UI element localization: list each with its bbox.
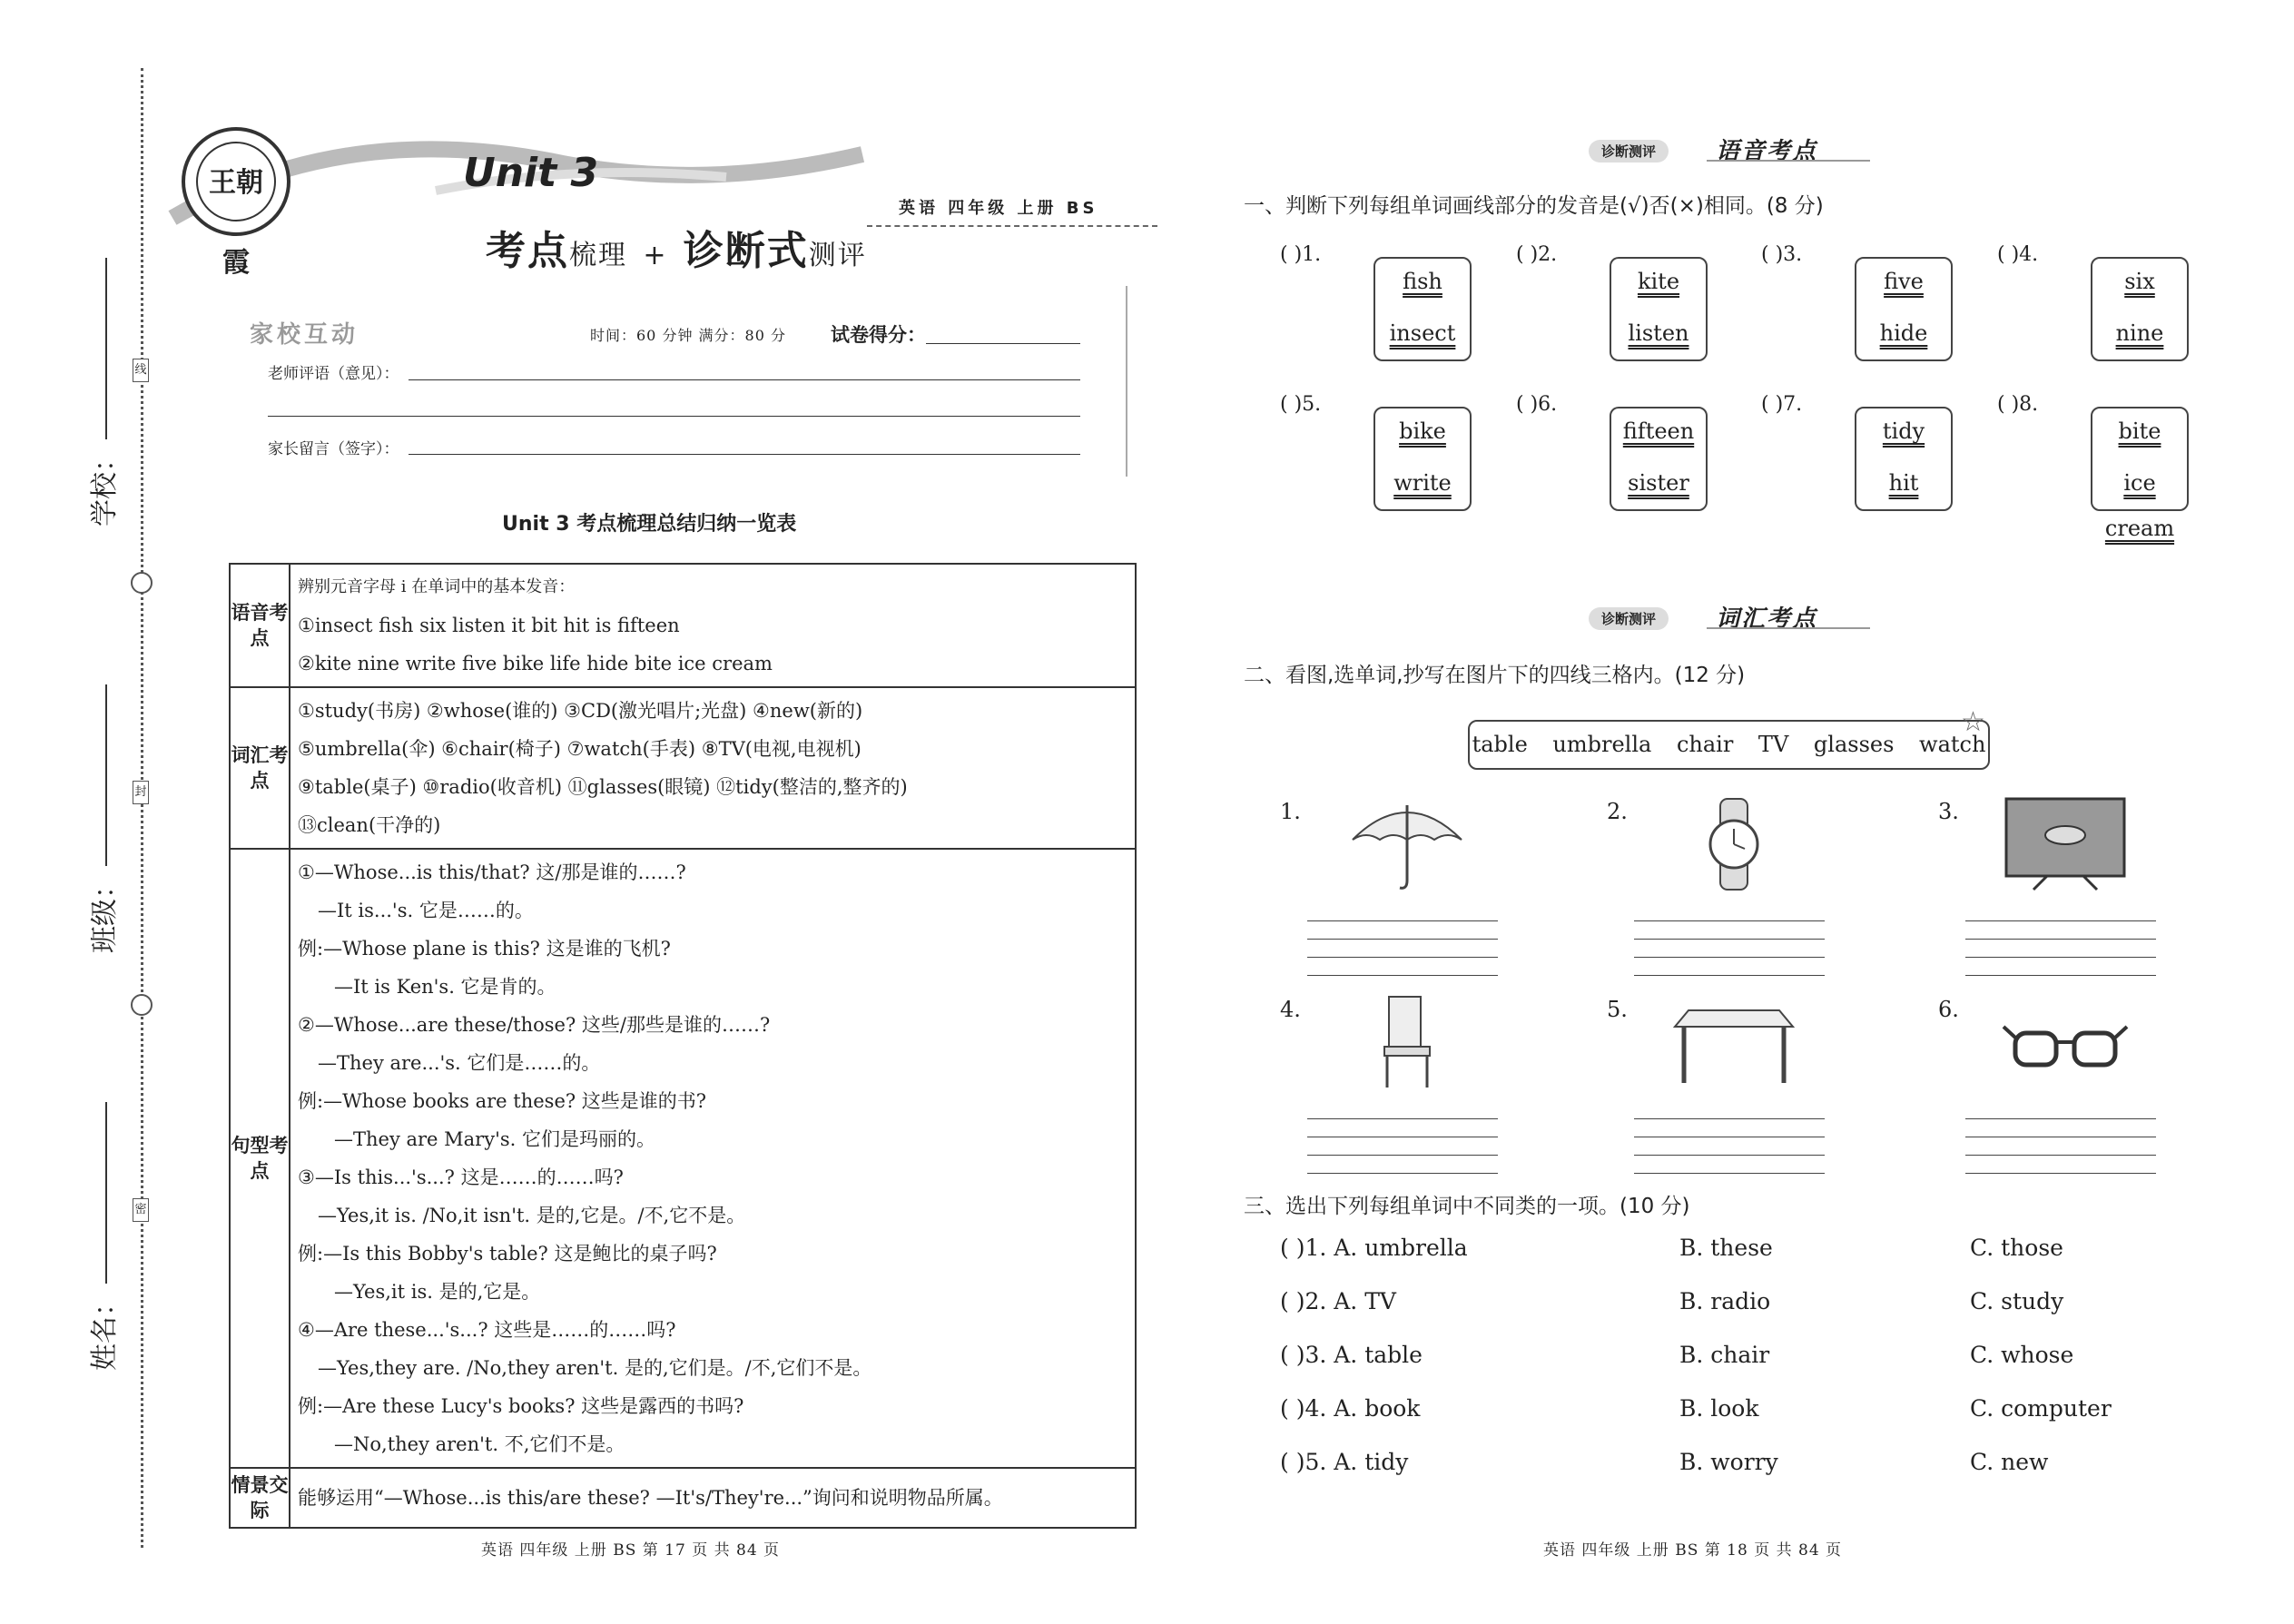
content-cell (290, 1468, 1136, 1528)
star-icon: ☆ (1961, 706, 1985, 738)
page-title (486, 218, 867, 276)
table-line: 例:—Are these Lucy's books? 这些是露西的书吗? (298, 1395, 744, 1417)
name-input-line[interactable] (105, 1102, 107, 1284)
table-row (230, 564, 1136, 687)
word: fifteen (1622, 418, 1695, 444)
banner-name: 语音考点 (1716, 138, 1818, 165)
unit-title: Unit 3 (463, 150, 599, 196)
table-row (230, 687, 1136, 849)
table-line: —They are Mary's. 它们是玛丽的。 (334, 1128, 655, 1150)
table-line: —It is...'s. 它是……的。 (318, 900, 534, 921)
option-c[interactable]: C. whose (1970, 1342, 2074, 1368)
option-c[interactable]: C. new (1970, 1449, 2049, 1475)
word: hide (1879, 320, 1928, 346)
category-cell: 情景交际 (230, 1468, 290, 1528)
table-line: ⑨table(桌子) ⑩radio(收音机) ⑪glasses(眼镜) ⑫tidy(整洁的,整齐的) (298, 776, 908, 798)
parent-message-label: 家长留言（签字）： (268, 440, 399, 458)
banner-arrow (1707, 160, 1870, 162)
table-line: 能够运用“—Whose...is this/are these? —It's/They're...”询问和说明物品所属。 (298, 1487, 1003, 1509)
category-cell: 词汇考点 (230, 687, 290, 849)
table-line: ②kite nine write five bike life hide bite ice cream (298, 653, 773, 674)
school-label: 学校： (89, 445, 121, 527)
class-input-line[interactable] (105, 684, 107, 866)
option-a[interactable]: ( )1. A. umbrella (1280, 1235, 1468, 1261)
footer-right: 英语 四年级 上册 BS 第 18 页 共 84 页 (1543, 1541, 1843, 1560)
picture-number: 5. (1607, 997, 1628, 1022)
content-cell (290, 687, 1136, 849)
table-line: ③—Is this...'s...? 这是……的……吗? (298, 1166, 624, 1188)
picture-number: 2. (1607, 799, 1628, 824)
phonics-item (1997, 393, 2233, 541)
word-bank: table umbrella chair TV glasses watch (1468, 720, 1990, 770)
banner-name: 词汇考点 (1716, 605, 1818, 633)
phonics-item (1516, 243, 1752, 361)
word: ice cream (2104, 470, 2175, 541)
word: five (1884, 269, 1924, 294)
binding-tag: 线 (133, 359, 149, 382)
word-pair-box (1610, 407, 1708, 511)
word: nine (2115, 320, 2164, 346)
option-b[interactable]: B. look (1679, 1395, 1759, 1422)
picture-number: 4. (1280, 997, 1301, 1022)
score-label: 试卷得分： (831, 324, 926, 346)
picture-item (1607, 799, 1843, 980)
table-line: ①—Whose...is this/that? 这/那是谁的……? (298, 861, 686, 883)
table-row (230, 1468, 1136, 1528)
section-banner (1589, 604, 1879, 636)
chair-icon (1344, 992, 1471, 1092)
summary-title: Unit 3 考点梳理总结归纳一览表 (502, 513, 797, 536)
table-line: ④—Are these...'s...? 这些是……的……吗? (298, 1319, 676, 1341)
answer-bracket[interactable]: ( )6. (1516, 393, 1558, 416)
option-c[interactable]: C. those (1970, 1235, 2063, 1261)
teacher-comment-line[interactable] (409, 379, 1080, 380)
answer-bracket[interactable]: ( )5. (1280, 393, 1322, 416)
table-line: 例:—Whose books are these? 这些是谁的书? (298, 1090, 707, 1112)
writing-lines[interactable] (1307, 1101, 1498, 1174)
binding-hole (131, 572, 153, 594)
answer-bracket[interactable]: ( )4. (1997, 243, 2039, 266)
content-cell (290, 564, 1136, 687)
writing-lines[interactable] (1965, 903, 2156, 976)
table-icon (1670, 992, 1797, 1092)
name-field[interactable] (82, 1102, 122, 1371)
answer-bracket[interactable]: ( )1. (1280, 243, 1322, 266)
logo-text: 王朝霞 (196, 142, 276, 221)
table-row (230, 849, 1136, 1468)
binding-hole (131, 994, 153, 1016)
table-line: 辨别元音字母 i 在单词中的基本发音： (298, 577, 576, 596)
umbrella-icon (1344, 794, 1471, 894)
picture-item (1280, 997, 1516, 1178)
section2-heading: 二、看图,选单词,抄写在图片下的四线三格内。(12 分) (1244, 664, 1746, 687)
table-line: —They are...'s. 它们是……的。 (318, 1052, 601, 1074)
table-line: ⑤umbrella(伞) ⑥chair(椅子) ⑦watch(手表) ⑧TV(电视,电视机) (298, 738, 861, 760)
word: listen (1628, 320, 1689, 346)
title-part: 诊断式 (683, 228, 809, 274)
option-c[interactable]: C. study (1970, 1288, 2064, 1314)
option-a[interactable]: ( )5. A. tidy (1280, 1449, 1409, 1475)
option-a[interactable]: ( )3. A. table (1280, 1342, 1423, 1368)
word: insect (1389, 320, 1456, 346)
content-cell (290, 849, 1136, 1468)
section1-heading: 一、判断下列每组单词画线部分的发音是(√)否(×)相同。(8 分) (1244, 194, 1824, 218)
picture-item (1938, 799, 2174, 980)
banner-pill: 诊断测评 (1589, 140, 1669, 162)
category-cell: 语音考点 (230, 564, 290, 687)
book-info: 英语 四年级 上册 BS (899, 199, 1098, 218)
word-pair-box (2091, 257, 2189, 361)
word: kite (1637, 269, 1680, 294)
class-label: 班级： (89, 871, 121, 953)
section-banner (1589, 136, 1879, 169)
phonics-item (1516, 393, 1752, 511)
word: six (2124, 269, 2155, 294)
picture-number: 6. (1938, 997, 1959, 1022)
option-b[interactable]: B. these (1679, 1235, 1773, 1261)
teacher-comment-label: 老师评语（意见）： (268, 365, 399, 383)
binding-tag: 封 (133, 781, 149, 804)
word-pair-box (2091, 407, 2189, 541)
name-label: 姓名： (89, 1289, 121, 1371)
box-frame (1126, 286, 1127, 477)
home-school-label: 家校互动 (250, 321, 359, 349)
table-line: ①study(书房) ②whose(谁的) ③CD(激光唱片;光盘) ④new(新的) (298, 700, 863, 722)
time-info: 时间：60 分钟 满分：80 分 (590, 327, 786, 344)
phonics-item (1761, 243, 1997, 361)
picture-item (1607, 997, 1843, 1178)
cut-line (141, 68, 143, 1548)
summary-table (229, 563, 1137, 1529)
answer-bracket[interactable]: ( )3. (1761, 243, 1803, 266)
option-b[interactable]: B. chair (1679, 1342, 1770, 1368)
writing-lines[interactable] (1634, 1101, 1825, 1174)
title-part: 考点 (486, 228, 569, 274)
publisher-logo (182, 127, 290, 279)
banner-pill: 诊断测评 (1589, 607, 1669, 630)
phonics-item (1280, 393, 1516, 511)
option-b[interactable]: B. worry (1679, 1449, 1778, 1475)
table-line: 例:—Whose plane is this? 这是谁的飞机? (298, 938, 671, 960)
section3-heading: 三、选出下列每组单词中不同类的一项。(10 分) (1244, 1195, 1690, 1218)
answer-bracket[interactable]: ( )7. (1761, 393, 1803, 416)
title-part: 梳理 (569, 240, 627, 271)
word-pair-box (1373, 257, 1472, 361)
option-a[interactable]: ( )4. A. book (1280, 1395, 1421, 1422)
class-field[interactable] (82, 684, 122, 953)
category-cell: 句型考点 (230, 849, 290, 1468)
phonics-item (1997, 243, 2233, 361)
word: bite (2118, 418, 2161, 444)
option-c[interactable]: C. computer (1970, 1395, 2112, 1422)
school-field[interactable] (82, 258, 122, 527)
watch-icon (1670, 794, 1797, 894)
answer-bracket[interactable]: ( )2. (1516, 243, 1558, 266)
table-line: ①insect fish six listen it bit hit is fifteen (298, 615, 680, 636)
option-b[interactable]: B. radio (1679, 1288, 1771, 1314)
header-divider (867, 225, 1157, 227)
phonics-item (1761, 393, 1997, 511)
word-pair-box (1855, 257, 1953, 361)
picture-number: 3. (1938, 799, 1959, 824)
word: tidy (1882, 418, 1925, 444)
writing-lines[interactable] (1965, 1101, 2156, 1174)
word-pair-box (1373, 407, 1472, 511)
table-line: ②—Whose...are these/those? 这些/那些是谁的……? (298, 1014, 771, 1036)
word: sister (1628, 470, 1689, 496)
picture-number: 1. (1280, 799, 1301, 824)
writing-lines[interactable] (1307, 903, 1498, 976)
footer-left: 英语 四年级 上册 BS 第 17 页 共 84 页 (481, 1541, 781, 1560)
word: hit (1888, 470, 1919, 496)
glasses-icon (2002, 992, 2129, 1092)
table-line: —Yes,it is. 是的,它是。 (334, 1281, 541, 1303)
table-line: —It is Ken's. 它是肯的。 (334, 976, 556, 998)
word-pair-box (1610, 257, 1708, 361)
tv-icon (2002, 794, 2129, 894)
picture-item (1280, 799, 1516, 980)
title-plus: + (643, 240, 668, 271)
phonics-item (1280, 243, 1516, 361)
school-input-line[interactable] (105, 258, 107, 439)
binding-strip (0, 0, 159, 1624)
parent-message-line[interactable] (409, 454, 1080, 455)
word: bike (1399, 418, 1446, 444)
table-line: —Yes,they are. /No,they aren't. 是的,它们是。/不,它们不是。 (318, 1357, 872, 1379)
table-line: ⑬clean(干净的) (298, 814, 441, 836)
word: fish (1403, 269, 1442, 294)
banner-arrow (1707, 627, 1870, 629)
title-part: 测评 (808, 240, 867, 271)
option-a[interactable]: ( )2. A. TV (1280, 1288, 1396, 1314)
writing-lines[interactable] (1634, 903, 1825, 976)
answer-bracket[interactable]: ( )8. (1997, 393, 2039, 416)
word: write (1393, 470, 1452, 496)
teacher-comment-line[interactable] (268, 416, 1080, 417)
table-line: —No,they aren't. 不,它们不是。 (334, 1433, 625, 1455)
picture-item (1938, 997, 2174, 1178)
table-line: —Yes,it is. /No,it isn't. 是的,它是。/不,它不是。 (318, 1205, 746, 1226)
binding-tag: 密 (133, 1198, 149, 1222)
table-line: 例:—Is this Bobby's table? 这是鲍比的桌子吗? (298, 1243, 717, 1265)
word-pair-box (1855, 407, 1953, 511)
score-input-line[interactable] (926, 343, 1080, 344)
